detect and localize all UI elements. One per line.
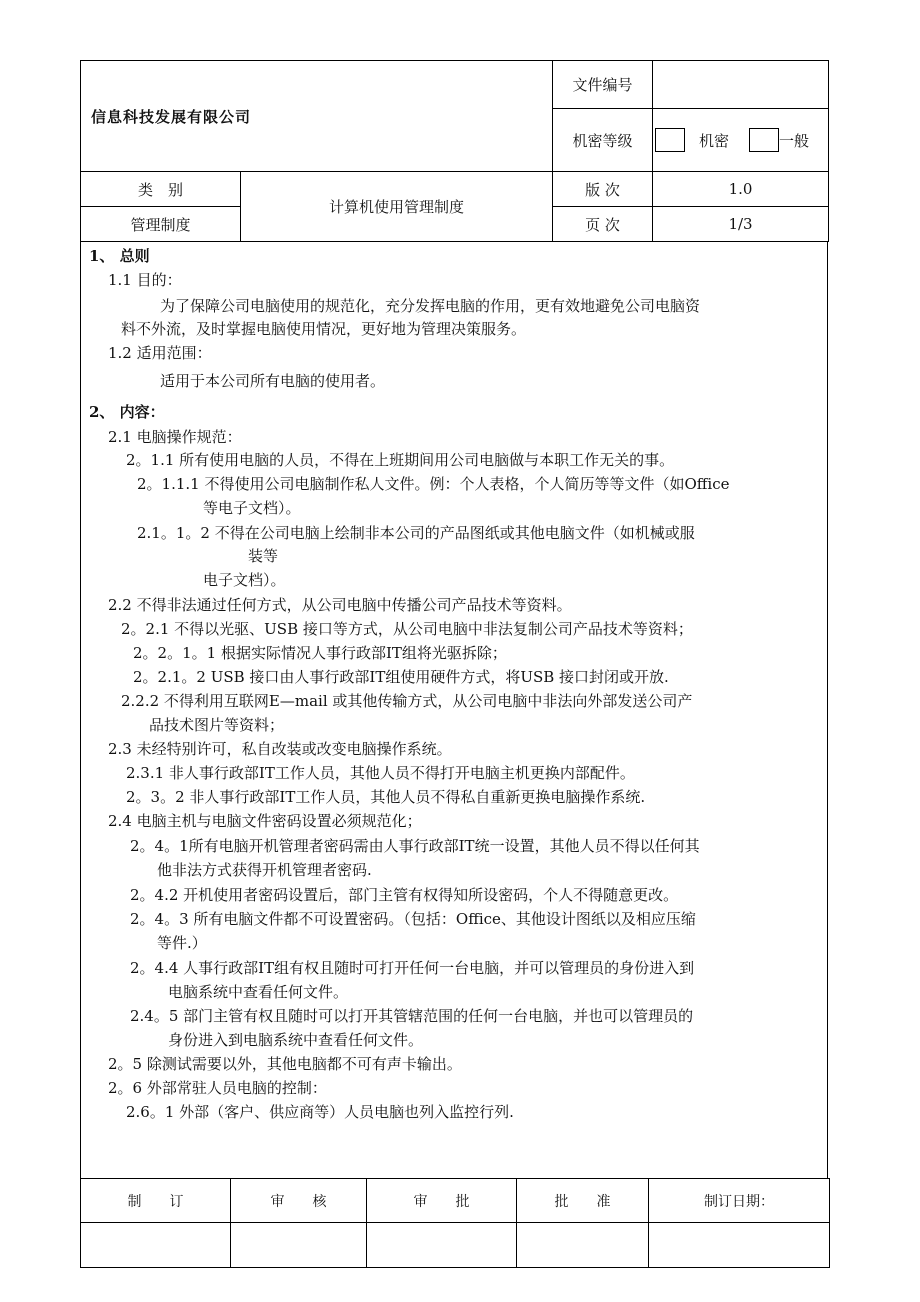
drafted-by-label: 制 订 [81,1179,231,1223]
clause-line: 2.1。1。2 不得在公司电脑上绘制非本公司的产品图纸或其他电脑文件（如机械或服 [137,524,695,542]
clause-line: 身份进入到电脑系统中查看任何文件。 [168,1031,424,1049]
clause-line: 电子文档）。 [203,571,286,589]
subsection-heading: 2.4 电脑主机与电脑文件密码设置必须规范化； [108,812,422,830]
subsection-heading: 2。6 外部常驻人员电脑的控制： [108,1079,327,1097]
drafted-date-value[interactable] [649,1223,830,1268]
clause-line: 他非法方式获得开机管理者密码. [157,861,372,879]
clause-line: 2。4.4 人事行政部IT组有权且随时可打开任何一台电脑，并可以管理员的身份进入到 [130,959,695,977]
category-value: 管理制度 [81,207,241,242]
company-name: 信息科技发展有限公司 [81,61,553,172]
header-table [80,60,829,242]
paragraph-line: 适用于本公司所有电脑的使用者。 [160,372,386,390]
subsection-heading: 2.1 电脑操作规范： [108,428,242,446]
category-label: 类 别 [81,172,241,207]
clause-line: 电脑系统中查看任何文件。 [168,983,349,1001]
secret-option-label: 机密 [699,131,730,150]
clause-line: 装等 [248,547,279,565]
doc-no-value [653,61,829,109]
examined-by-label: 审 批 [367,1179,517,1223]
page-label: 页 次 [553,207,653,242]
doc-no-label: 文件编号 [553,61,653,109]
document-page [80,60,828,1268]
clause-line: 2.6。1 外部（客户、供应商等）人员电脑也列入监控行列. [126,1103,514,1121]
clause-line: 2。2.1。2 USB 接口由人事行政部IT组使用硬件方式，将USB 接口封闭或开放. [133,668,669,686]
clause-line: 品技术图片等资料； [149,716,285,734]
examined-by-value[interactable] [367,1223,517,1268]
subsection-heading: 1.1 目的： [108,271,182,289]
clause-line: 等电子文档）。 [203,499,301,517]
drafted-date-label: 制订日期： [649,1179,830,1223]
clause-line: 2.2.2 不得利用互联网E—mail 或其他传输方式，从公司电脑中非法向外部发送公司产 [121,692,693,710]
clause-line: 2。4。1所有电脑开机管理者密码需由人事行政部IT统一设置，其他人员不得以任何其 [130,837,700,855]
secret-level-options [653,109,829,172]
general-option-label: 一般 [779,131,810,150]
version-value: 1.0 [653,172,829,207]
subsection-heading: 2.2 不得非法通过任何方式，从公司电脑中传播公司产品技术等资料。 [108,596,572,614]
clause-line: 等件.） [157,934,207,952]
version-label: 版 次 [553,172,653,207]
clause-line: 2。2。1。1 根据实际情况人事行政部IT组将光驱拆除； [133,644,507,662]
paragraph-line: 为了保障公司电脑使用的规范化，充分发挥电脑的作用，更有效地避免公司电脑资 [160,297,701,315]
section-heading: 1、 总则 [89,247,150,265]
clause-line: 2。1.1.1 不得使用公司电脑制作私人文件。例：个人表格，个人简历等等文件（如Office [137,475,730,493]
approved-by-label: 批 准 [517,1179,649,1223]
body-content [80,242,828,1178]
reviewed-by-label: 审 核 [231,1179,367,1223]
clause-line: 2。1.1 所有使用电脑的人员，不得在上班期间用公司电脑做与本职工作无关的事。 [126,451,675,469]
subsection-heading: 2.3 未经特别许可，私自改装或改变电脑操作系统。 [108,740,452,758]
secret-checkbox[interactable] [655,128,685,152]
clause-line: 2。2.1 不得以光驱、USB 接口等方式，从公司电脑中非法复制公司产品技术等资料； [121,620,693,638]
reviewed-by-value[interactable] [231,1223,367,1268]
approved-by-value[interactable] [517,1223,649,1268]
clause-line: 2.3.1 非人事行政部IT工作人员，其他人员不得打开电脑主机更换内部配件。 [126,764,635,782]
signature-table [80,1178,830,1268]
clause-line: 2。4。3 所有电脑文件都不可设置密码。（包括：Office、其他设计图纸以及相应压缩 [130,910,696,928]
general-checkbox[interactable] [749,128,779,152]
clause-line: 2。4.2 开机使用者密码设置后，部门主管有权得知所设密码，个人不得随意更改。 [130,886,679,904]
paragraph-line: 料不外流，及时掌握电脑使用情况，更好地为管理决策服务。 [121,320,527,338]
secret-level-label: 机密等级 [553,109,653,172]
clause-line: 2。3。2 非人事行政部IT工作人员，其他人员不得私自重新更换电脑操作系统. [126,788,646,806]
clause-line: 2.4。5 部门主管有权且随时可以打开其管辖范围的任何一台电脑，并也可以管理员的 [130,1007,694,1025]
page-value: 1/3 [653,207,829,242]
doc-title: 计算机使用管理制度 [241,172,553,242]
subsection-heading: 1.2 适用范围： [108,344,212,362]
section-heading: 2、 内容： [89,403,165,421]
subsection-heading: 2。5 除测试需要以外，其他电脑都不可有声卡输出。 [108,1055,462,1073]
drafted-by-value[interactable] [81,1223,231,1268]
